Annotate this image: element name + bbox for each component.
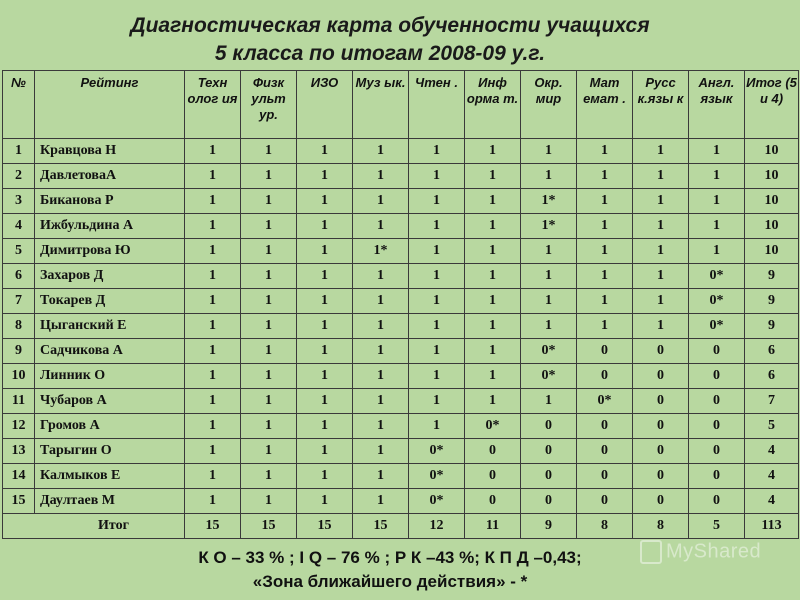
grade-cell: 1 [297, 189, 353, 214]
table-row [3, 389, 799, 414]
grade-cell: 1 [465, 339, 521, 364]
grade-cell: 0* [465, 414, 521, 439]
grade-cell: 0 [633, 389, 689, 414]
table-header-row [3, 71, 799, 139]
grade-cell: 1 [185, 264, 241, 289]
row-total: 10 [745, 164, 799, 189]
grade-cell: 0 [633, 464, 689, 489]
table-row [3, 139, 799, 164]
grade-cell: 1 [241, 289, 297, 314]
student-name: Кравцова Н [35, 139, 185, 164]
row-total: 4 [745, 464, 799, 489]
grade-cell: 1 [241, 364, 297, 389]
grade-cell: 1 [409, 389, 465, 414]
student-name: Садчикова А [35, 339, 185, 364]
column-header: Окр. мир [521, 71, 577, 139]
grade-cell: 1 [353, 314, 409, 339]
grade-cell: 1 [353, 414, 409, 439]
grade-cell: 0 [633, 339, 689, 364]
student-name: Линник О [35, 364, 185, 389]
grade-cell: 1 [185, 364, 241, 389]
grade-cell: 1 [409, 164, 465, 189]
grade-cell: 0 [577, 339, 633, 364]
grade-cell: 1 [185, 489, 241, 514]
grade-cell: 1 [409, 289, 465, 314]
student-name: Ижбульдина А [35, 214, 185, 239]
grade-cell: 1 [689, 189, 745, 214]
grade-cell: 0 [633, 364, 689, 389]
student-name: Чубаров А [35, 389, 185, 414]
grade-cell: 1 [633, 289, 689, 314]
column-header: Чтен . [409, 71, 465, 139]
row-total: 4 [745, 439, 799, 464]
grade-cell: 1 [353, 289, 409, 314]
grade-cell: 1 [577, 214, 633, 239]
watermark-icon [640, 540, 662, 564]
grade-cell: 1 [577, 139, 633, 164]
row-number: 10 [3, 364, 35, 389]
student-name: Захаров Д [35, 264, 185, 289]
column-header: Итог (5 и 4) [745, 71, 799, 139]
row-number: 6 [3, 264, 35, 289]
grade-cell: 1 [185, 189, 241, 214]
watermark-logo [640, 540, 761, 564]
grade-cell: 0 [689, 389, 745, 414]
grade-cell: 1 [521, 389, 577, 414]
grade-cell: 1 [409, 314, 465, 339]
grade-cell: 0 [465, 464, 521, 489]
grade-cell: 1 [241, 464, 297, 489]
grade-cell: 1 [353, 489, 409, 514]
grade-cell: 0* [689, 264, 745, 289]
table-row [3, 364, 799, 389]
row-number: 13 [3, 439, 35, 464]
table-row [3, 289, 799, 314]
grade-cell: 0 [521, 439, 577, 464]
row-number: 4 [3, 214, 35, 239]
grade-cell: 1 [241, 239, 297, 264]
grade-cell: 1 [465, 364, 521, 389]
grade-cell: 1 [409, 339, 465, 364]
grade-cell: 0 [465, 489, 521, 514]
column-header: Муз ык. [353, 71, 409, 139]
table-row [3, 439, 799, 464]
grade-cell: 1 [297, 389, 353, 414]
grade-cell: 1 [409, 139, 465, 164]
title-line-1: Диагностическая карта обученности учащихся [130, 14, 650, 37]
grade-cell: 0* [689, 314, 745, 339]
grade-cell: 0 [633, 414, 689, 439]
row-number: 14 [3, 464, 35, 489]
grade-cell: 1 [409, 264, 465, 289]
column-header: № [3, 71, 35, 139]
table-row [3, 214, 799, 239]
row-total: 9 [745, 264, 799, 289]
row-total: 7 [745, 389, 799, 414]
grade-cell: 1 [577, 189, 633, 214]
grade-cell: 0* [409, 464, 465, 489]
row-number: 12 [3, 414, 35, 439]
table-row [3, 164, 799, 189]
grade-cell: 1 [465, 164, 521, 189]
grade-cell: 1 [241, 489, 297, 514]
grade-cell: 1 [689, 239, 745, 264]
grade-cell: 0 [689, 439, 745, 464]
grade-cell: 1 [633, 239, 689, 264]
grade-cell: 1 [633, 139, 689, 164]
grade-cell: 1 [409, 239, 465, 264]
column-header: Инф орма т. [465, 71, 521, 139]
row-total: 10 [745, 214, 799, 239]
grade-cell: 1 [633, 314, 689, 339]
grade-cell: 1 [297, 289, 353, 314]
table-row [3, 339, 799, 364]
grade-cell: 0 [633, 489, 689, 514]
grade-cell: 1 [353, 364, 409, 389]
grade-cell: 0 [577, 439, 633, 464]
grade-cell: 1 [353, 264, 409, 289]
summary-legend: «Зона ближайшего действия» - * [252, 572, 528, 591]
grade-cell: 1 [185, 339, 241, 364]
grade-cell: 1 [185, 414, 241, 439]
student-name: Громов А [35, 414, 185, 439]
grade-cell: 0 [633, 439, 689, 464]
student-name: Токарев Д [35, 289, 185, 314]
grade-cell: 0 [577, 489, 633, 514]
grade-cell: 1 [577, 289, 633, 314]
grade-cell: 1 [353, 339, 409, 364]
grade-cell: 1 [185, 389, 241, 414]
grade-cell: 1 [241, 389, 297, 414]
table-row [3, 414, 799, 439]
grade-cell: 1 [577, 239, 633, 264]
row-number: 11 [3, 389, 35, 414]
column-header: Русс к.язы к [633, 71, 689, 139]
grade-cell: 1 [241, 189, 297, 214]
document-title [0, 12, 800, 68]
column-total: 8 [577, 514, 633, 539]
grade-cell: 1 [353, 464, 409, 489]
student-name: Димитрова Ю [35, 239, 185, 264]
grade-cell: 1 [521, 164, 577, 189]
grade-cell: 1 [633, 164, 689, 189]
grade-cell: 1 [185, 439, 241, 464]
grade-cell: 1 [633, 189, 689, 214]
grade-cell: 1 [297, 489, 353, 514]
grade-cell: 0* [521, 364, 577, 389]
row-total: 9 [745, 289, 799, 314]
row-total: 6 [745, 364, 799, 389]
grade-cell: 1 [409, 214, 465, 239]
table-row [3, 189, 799, 214]
grade-cell: 1 [689, 164, 745, 189]
grade-cell: 1 [241, 414, 297, 439]
grade-cell: 1 [297, 439, 353, 464]
grade-cell: 1* [353, 239, 409, 264]
grade-cell: 1 [409, 189, 465, 214]
table-row [3, 314, 799, 339]
row-number: 3 [3, 189, 35, 214]
grade-cell: 0 [689, 364, 745, 389]
row-number: 15 [3, 489, 35, 514]
grade-cell: 1 [521, 139, 577, 164]
grade-cell: 1 [297, 339, 353, 364]
table-row [3, 464, 799, 489]
grade-cell: 0* [409, 489, 465, 514]
grade-cell: 0* [689, 289, 745, 314]
column-header: Рейтинг [35, 71, 185, 139]
grade-cell: 1 [521, 289, 577, 314]
student-name: Цыганский Е [35, 314, 185, 339]
title-line-2: 5 класса по итогам 2008-09 у.г. [214, 42, 546, 65]
column-total: 15 [297, 514, 353, 539]
grade-cell: 1 [689, 214, 745, 239]
grade-cell: 1 [521, 264, 577, 289]
total-row [3, 514, 799, 539]
student-name: Калмыков Е [35, 464, 185, 489]
column-total: 15 [185, 514, 241, 539]
grade-cell: 1 [353, 139, 409, 164]
column-header: Мат емат . [577, 71, 633, 139]
grade-cell: 1 [297, 239, 353, 264]
grade-cell: 0 [577, 464, 633, 489]
grade-cell: 1 [465, 264, 521, 289]
grade-cell: 1 [465, 314, 521, 339]
grade-cell: 1 [353, 389, 409, 414]
student-name: ДавлетоваА [35, 164, 185, 189]
grade-cell: 1 [353, 164, 409, 189]
grade-cell: 1 [297, 214, 353, 239]
grade-cell: 1 [633, 264, 689, 289]
row-number: 8 [3, 314, 35, 339]
grade-cell: 0 [465, 439, 521, 464]
grade-cell: 1 [297, 364, 353, 389]
grade-cell: 1 [297, 264, 353, 289]
column-header: Англ. язык [689, 71, 745, 139]
grade-cell: 0 [689, 414, 745, 439]
grade-cell: 1 [297, 464, 353, 489]
column-total: 9 [521, 514, 577, 539]
column-header: Техн олог ия [185, 71, 241, 139]
grade-cell: 1* [521, 189, 577, 214]
grade-cell: 1 [185, 314, 241, 339]
grade-cell: 1 [241, 139, 297, 164]
grade-cell: 1 [465, 389, 521, 414]
column-total: 8 [633, 514, 689, 539]
grade-cell: 0* [577, 389, 633, 414]
table-row [3, 489, 799, 514]
row-total: 6 [745, 339, 799, 364]
grade-cell: 0 [577, 414, 633, 439]
grade-cell: 1 [689, 139, 745, 164]
grade-cell: 1 [521, 314, 577, 339]
grade-cell: 0 [521, 414, 577, 439]
grade-cell: 1 [465, 214, 521, 239]
summary-metrics: К О – 33 % ; I Q – 76 % ; Р К –43 %; К П Д –0,43; [198, 548, 582, 567]
grade-cell: 1 [185, 239, 241, 264]
grade-cell: 1 [241, 314, 297, 339]
row-total: 5 [745, 414, 799, 439]
grade-cell: 1 [185, 464, 241, 489]
grade-cell: 1 [353, 189, 409, 214]
grade-cell: 1 [297, 314, 353, 339]
results-table [2, 70, 799, 539]
column-header: Физк ульт ур. [241, 71, 297, 139]
row-number: 5 [3, 239, 35, 264]
column-total: 15 [353, 514, 409, 539]
grade-cell: 1* [521, 214, 577, 239]
grade-cell: 1 [465, 189, 521, 214]
grade-cell: 1 [353, 214, 409, 239]
grade-cell: 1 [465, 239, 521, 264]
grade-cell: 0* [521, 339, 577, 364]
row-number: 1 [3, 139, 35, 164]
grade-cell: 1 [353, 439, 409, 464]
grade-cell: 1 [633, 214, 689, 239]
grade-cell: 1 [297, 164, 353, 189]
grade-cell: 1 [297, 414, 353, 439]
grade-cell: 1 [465, 139, 521, 164]
grade-cell: 1 [521, 239, 577, 264]
grade-cell: 1 [241, 214, 297, 239]
grade-cell: 0 [577, 364, 633, 389]
grade-cell: 1 [465, 289, 521, 314]
grade-cell: 0 [689, 464, 745, 489]
grade-cell: 0 [689, 489, 745, 514]
grade-cell: 1 [185, 139, 241, 164]
row-total: 10 [745, 239, 799, 264]
student-name: Тарыгин О [35, 439, 185, 464]
grade-cell: 1 [185, 214, 241, 239]
student-name: Биканова Р [35, 189, 185, 214]
column-total: 15 [241, 514, 297, 539]
row-total: 10 [745, 139, 799, 164]
row-number: 2 [3, 164, 35, 189]
grade-cell: 1 [241, 264, 297, 289]
grade-cell: 0* [409, 439, 465, 464]
row-number: 9 [3, 339, 35, 364]
grade-cell: 1 [241, 439, 297, 464]
row-total: 9 [745, 314, 799, 339]
grade-cell: 1 [297, 139, 353, 164]
grade-cell: 0 [689, 339, 745, 364]
grade-cell: 1 [409, 364, 465, 389]
row-total: 10 [745, 189, 799, 214]
grade-cell: 1 [577, 164, 633, 189]
column-total: 12 [409, 514, 465, 539]
grade-cell: 1 [577, 264, 633, 289]
grade-cell: 1 [241, 164, 297, 189]
column-total: 5 [689, 514, 745, 539]
grade-cell: 1 [185, 289, 241, 314]
grade-cell: 1 [577, 314, 633, 339]
row-total: 4 [745, 489, 799, 514]
row-number: 7 [3, 289, 35, 314]
grade-cell: 1 [185, 164, 241, 189]
column-total: 113 [745, 514, 799, 539]
grade-cell: 1 [241, 339, 297, 364]
grade-cell: 0 [521, 464, 577, 489]
column-header: ИЗО [297, 71, 353, 139]
table-row [3, 239, 799, 264]
grade-cell: 0 [521, 489, 577, 514]
grade-cell: 1 [409, 414, 465, 439]
watermark-text: MyShared [666, 540, 762, 563]
table-row [3, 264, 799, 289]
student-name: Даултаев М [35, 489, 185, 514]
total-label: Итог [3, 514, 185, 539]
column-total: 11 [465, 514, 521, 539]
